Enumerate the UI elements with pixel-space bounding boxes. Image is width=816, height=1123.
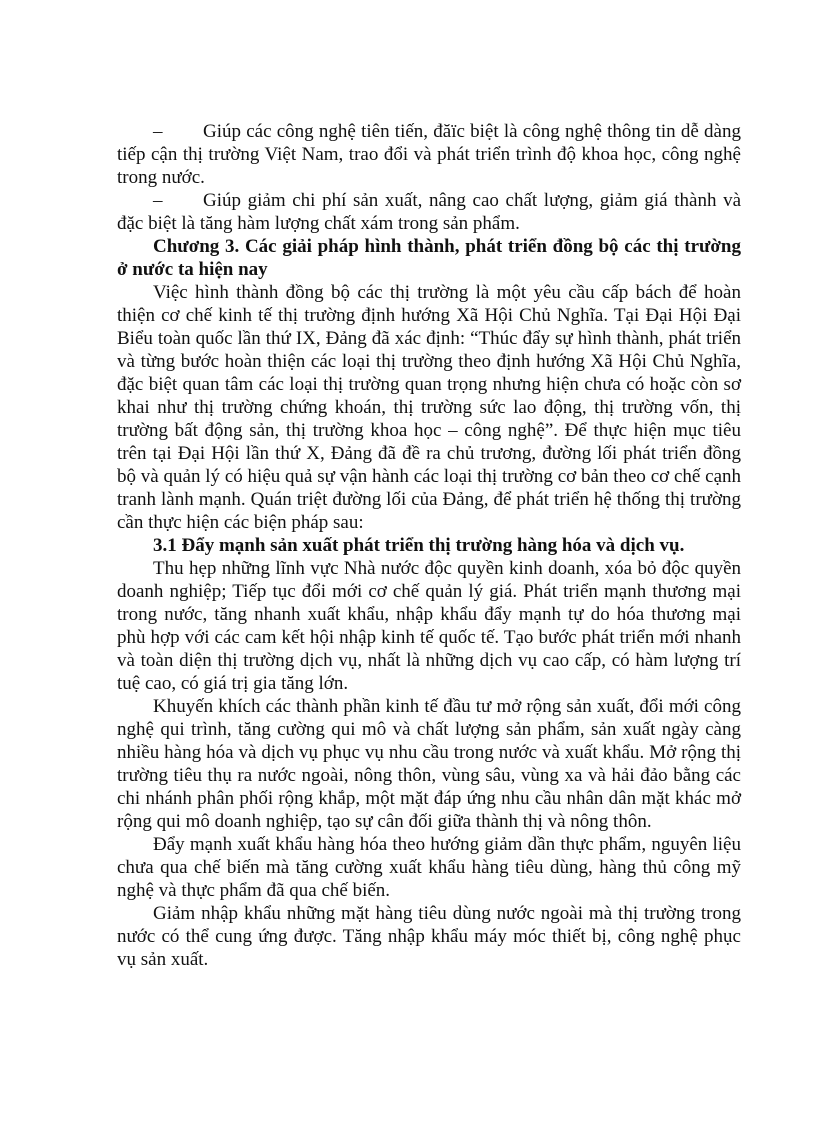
intro-paragraph: Việc hình thành đồng bộ các thị trường là một yêu cầu cấp bách để hoàn thiện cơ chế kinh tế thị trường định hướng Xã Hội Chủ Nghĩa. Tại Đại Hội Đại Biểu toàn quốc lần thứ IX, Đảng đã xác định: “Thúc đẩy sự hình thành, phát triển và từng bước hoàn thiện các loại thị trường theo định hướng Xã Hội Chủ Nghĩa, đặc biệt quan tâm các loại thị trường quan trọng nhưng hiện chưa có hoặc còn sơ khai như thị trường chứng khoán, thị trường sức lao động, thị trường vốn, thị trường bất động sản, thị trường khoa học – công nghệ”. Để thực hiện mục tiêu trên tại Đại Hội lần thứ X, Đảng đã đề ra chủ trương, đường lối phát triển đồng bộ và quản lý có hiệu quả sự vận hành các loại thị trường cơ bản theo cơ chế cạnh tranh lành mạnh. Quán triệt đường lối của Đảng, để phát triển hệ thống thị trường cần thực hiện các biện pháp sau: [117,282,741,533]
bullet-item [117,120,741,189]
chapter-heading: Chương 3. Các giải pháp hình thành, phát triển đồng bộ các thị trường ở nước ta hiện nay [117,236,741,280]
body-paragraph: Đẩy mạnh xuất khẩu hàng hóa theo hướng giảm dần thực phẩm, nguyên liệu chưa qua chế biến mà tăng cường xuất khẩu hàng tiêu dùng, hàng thủ công mỹ nghệ và thực phẩm đã qua chế biến. [117,834,741,901]
dash-marker: – [153,190,163,211]
body-paragraph: Thu hẹp những lĩnh vực Nhà nước độc quyền kinh doanh, xóa bỏ độc quyền doanh nghiệp; Tiếp tục đổi mới cơ chế quản lý giá. Phát triển mạnh thương mại trong nước, tăng nhanh xuất khẩu, nhập khẩu đẩy mạnh tự do hóa thương mại phù hợp với các cam kết hội nhập kinh tế quốc tế. Tạo bước phát triển mới nhanh và toàn diện thị trường dịch vụ, nhất là những dịch vụ cao cấp, có hàm lượng trí tuệ cao, có giá trị gia tăng lớn. [117,558,741,694]
section-heading: 3.1 Đẩy mạnh sản xuất phát triển thị trường hàng hóa và dịch vụ. [153,535,685,556]
body-paragraph: Giảm nhập khẩu những mặt hàng tiêu dùng nước ngoài mà thị trường trong nước có thể cung ứng được. Tăng nhập khẩu máy móc thiết bị, công nghệ phục vụ sản xuất. [117,903,741,970]
bullet-text: Giúp giảm chi phí sản xuất, nâng cao chất lượng, giảm giá thành và đặc biệt là tăng hàm lượng chất xám trong sản phẩm. [117,190,741,234]
bullet-item [117,189,741,235]
page-content [117,120,741,971]
dash-marker: – [153,121,163,142]
body-paragraph: Khuyến khích các thành phần kinh tế đầu tư mở rộng sản xuất, đổi mới công nghệ qui trình, tăng cường qui mô và chất lượng sản phẩm, sản xuất ngày càng nhiều hàng hóa và dịch vụ phục vụ nhu cầu trong nước và xuất khẩu. Mở rộng thị trường tiêu thụ ra nước ngoài, nông thôn, vùng sâu, vùng xa và hải đảo bằng các chi nhánh phân phối rộng khắp, một mặt đáp ứng nhu cầu nhân dân mặt khác mở rộng qui mô doanh nghiệp, tạo sự cân đối giữa thành thị và nông thôn. [117,696,741,832]
bullet-text: Giúp các công nghệ tiên tiến, đăïc biệt là công nghệ thông tin dễ dàng tiếp cận thị trường Việt Nam, trao đổi và phát triển trình độ khoa học, công nghệ trong nước. [117,121,741,188]
